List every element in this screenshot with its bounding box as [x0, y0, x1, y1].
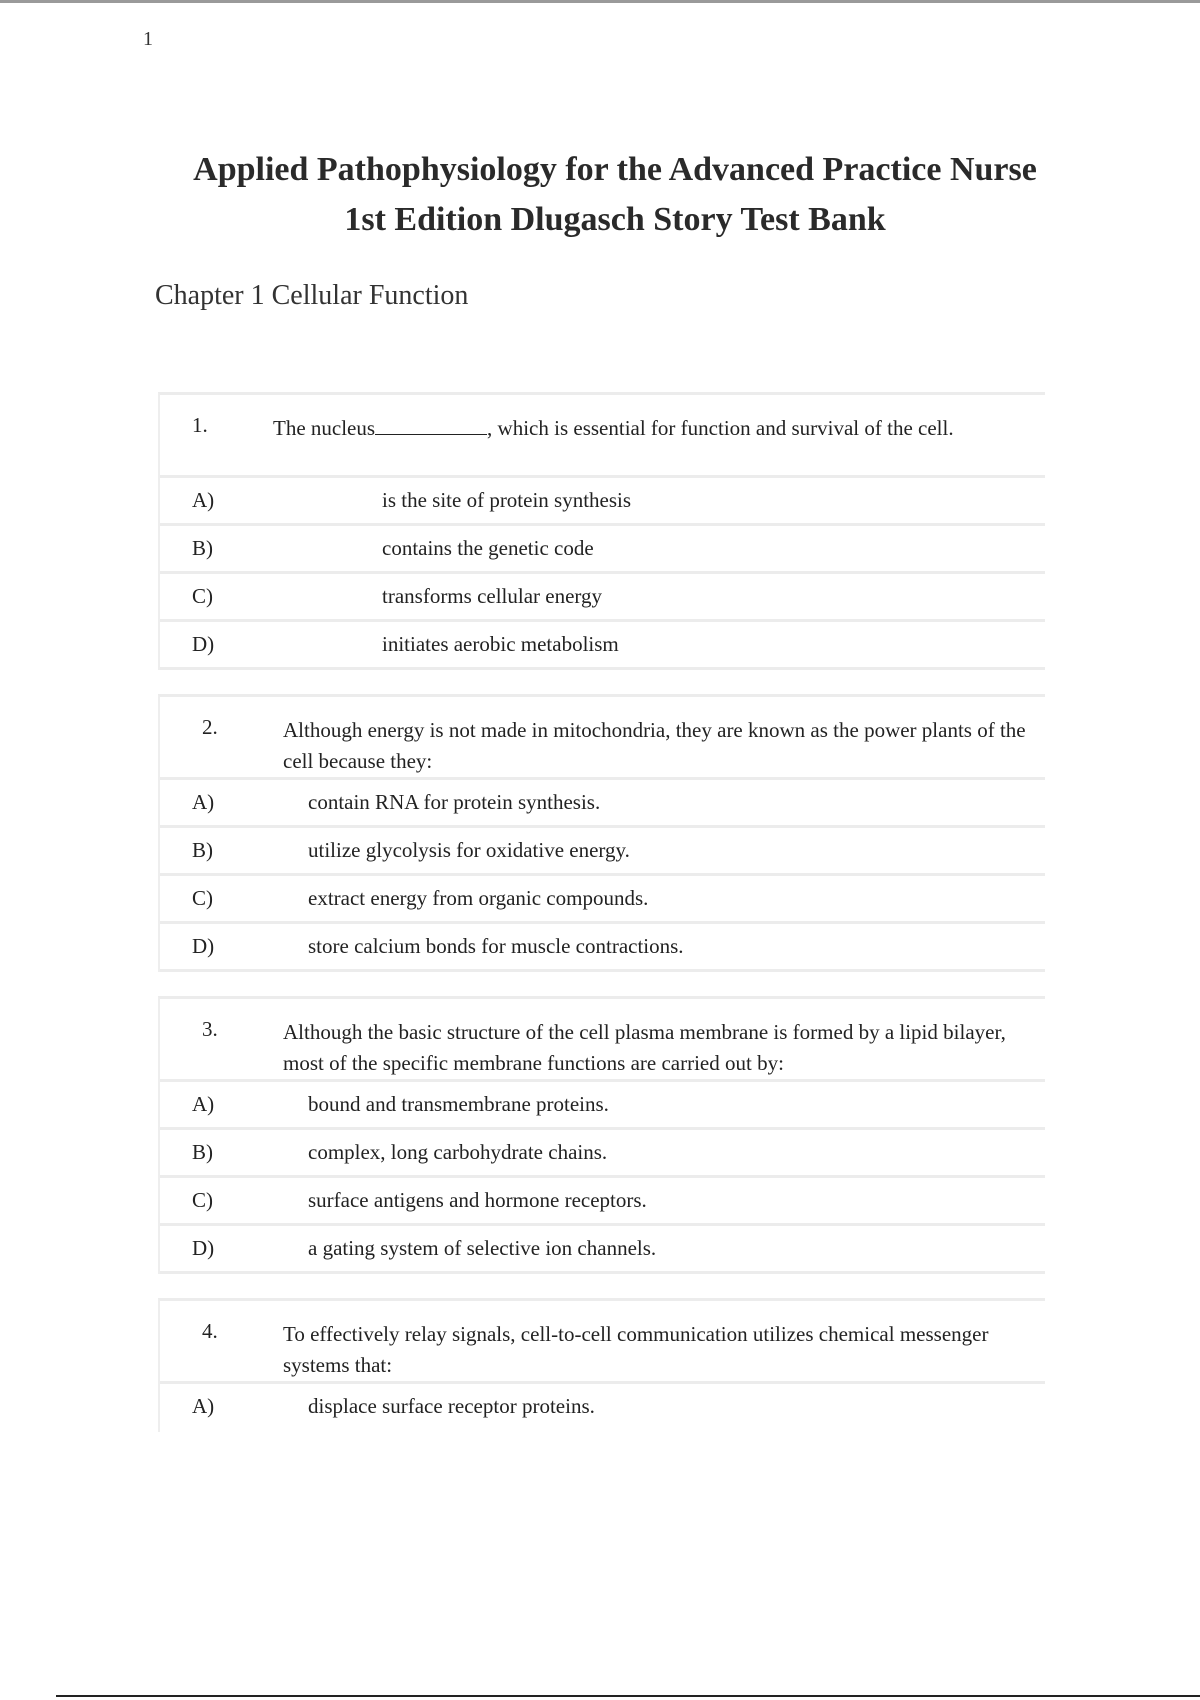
- option-a: [160, 780, 1045, 828]
- option-b: [160, 1130, 1045, 1178]
- option-c: [160, 876, 1045, 924]
- answer-blank: [375, 414, 487, 435]
- option-text: a gating system of selective ion channels.: [308, 1236, 657, 1260]
- option-b: [160, 828, 1045, 876]
- option-c: [160, 1178, 1045, 1226]
- document-title: Applied Pathophysiology for the Advanced Practice Nurse 1st Edition Dlugasch Story Test Bank: [193, 151, 1037, 238]
- question-4: [158, 1298, 1045, 1432]
- option-letter: D): [192, 632, 215, 656]
- option-d: [160, 622, 1045, 670]
- footer-rule: [56, 1695, 1200, 1697]
- chapter-heading: Chapter 1 Cellular Function: [155, 280, 469, 311]
- option-text: complex, long carbohydrate chains.: [308, 1140, 608, 1164]
- option-text: displace surface receptor proteins.: [308, 1394, 595, 1418]
- option-letter: A): [192, 790, 215, 814]
- question-stem: [160, 999, 1045, 1082]
- question-text-before-blank: The nucleus: [273, 416, 376, 440]
- option-c: [160, 574, 1045, 622]
- option-text: is the site of protein synthesis: [382, 488, 632, 512]
- option-letter: D): [192, 934, 215, 958]
- question-number: 2.: [202, 715, 218, 739]
- option-b: [160, 526, 1045, 574]
- option-text: initiates aerobic metabolism: [382, 632, 619, 656]
- option-letter: B): [192, 838, 213, 862]
- option-d: [160, 1226, 1045, 1274]
- question-number: 3.: [202, 1017, 218, 1041]
- option-letter: A): [192, 1394, 215, 1418]
- option-letter: C): [192, 886, 213, 910]
- option-letter: C): [192, 1188, 213, 1212]
- page-number: 1: [143, 28, 153, 50]
- option-letter: A): [192, 488, 215, 512]
- option-letter: B): [192, 536, 213, 560]
- question-stem: [160, 1301, 1045, 1384]
- option-letter: D): [192, 1236, 215, 1260]
- option-text: extract energy from organic compounds.: [308, 886, 649, 910]
- option-a: [160, 1384, 1045, 1432]
- option-text: store calcium bonds for muscle contractions.: [308, 934, 684, 958]
- top-border-line: [0, 0, 1200, 3]
- question-text: Although energy is not made in mitochondria, they are known as the power plants of the cell because they:: [283, 718, 1026, 773]
- question-1: [158, 392, 1045, 670]
- question-3: [158, 996, 1045, 1274]
- option-text: contains the genetic code: [382, 536, 594, 560]
- question-number: 4.: [202, 1319, 218, 1343]
- option-text: bound and transmembrane proteins.: [308, 1092, 609, 1116]
- option-text: transforms cellular energy: [382, 584, 603, 608]
- option-letter: A): [192, 1092, 215, 1116]
- question-stem: [160, 697, 1045, 780]
- question-number: 1.: [192, 413, 208, 437]
- option-text: utilize glycolysis for oxidative energy.: [308, 838, 630, 862]
- question-text: To effectively relay signals, cell-to-cell communication utilizes chemical messenger systems that:: [283, 1322, 989, 1377]
- question-text: [273, 413, 1023, 444]
- option-a: [160, 1082, 1045, 1130]
- option-text: surface antigens and hormone receptors.: [308, 1188, 647, 1212]
- option-d: [160, 924, 1045, 972]
- question-2: [158, 694, 1045, 972]
- question-stem: [160, 395, 1045, 478]
- question-text-after-blank: , which is essential for function and survival of the cell.: [487, 416, 954, 440]
- option-a: [160, 478, 1045, 526]
- option-letter: B): [192, 1140, 213, 1164]
- question-text: Although the basic structure of the cell plasma membrane is formed by a lipid bilayer, most of the specific membrane functions are carried out by:: [283, 1020, 1006, 1075]
- option-text: contain RNA for protein synthesis.: [308, 790, 601, 814]
- option-letter: C): [192, 584, 213, 608]
